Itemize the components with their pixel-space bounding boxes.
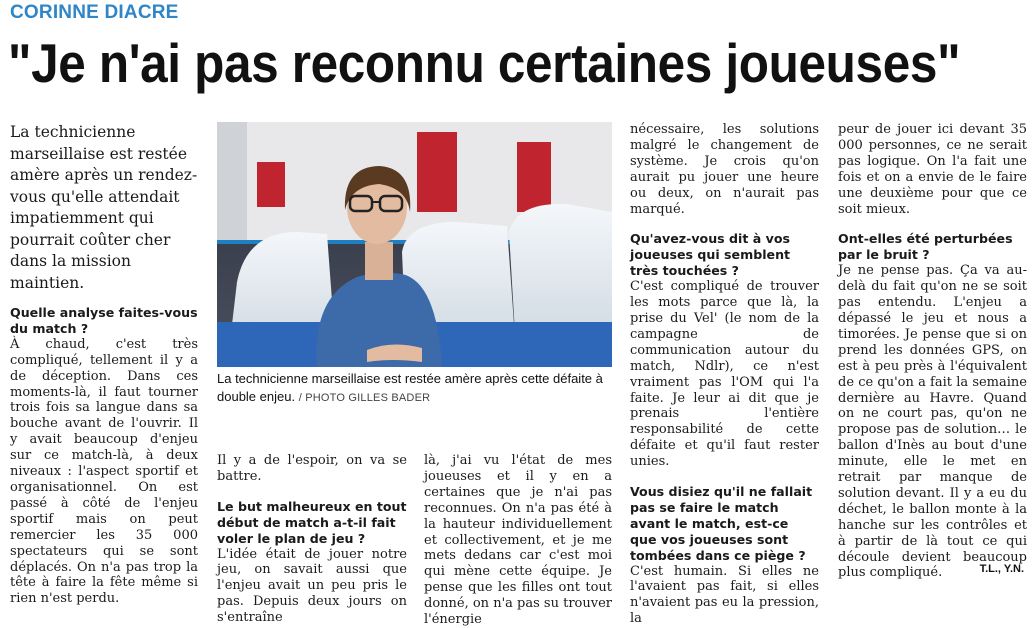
- kicker: CORINNE DIACRE: [10, 2, 179, 23]
- author-signature: T.L., Y.N.: [979, 563, 1024, 575]
- interview-answer: À chaud, c'est très compliqué, tellement il y a de déception. Dans ces moments-là, il faut tourner trois fois sa langue dans sa bouche avant de l'ouvrir. Il y avait beaucoup d'enjeu sur ce match-là, à deux niveaux : l'aspect sportif et organisationnel. On est passé à côté de l'enjeu sportif mais on peut remercier les 35 000 spectateurs qui se sont déplacés. On n'a pas trop la tête à faire la fête même si rien n'est perdu.: [10, 336, 198, 607]
- text-column-4: [630, 122, 819, 627]
- interview-answer: C'est humain. Si elles ne l'avaient pas fait, si elles n'avaient pas eu la pression, la: [630, 563, 819, 627]
- interview-answer: C'est compliqué de trouver les mots parce que là, la prise du Vel' (le nom de la campagne de communication autour du match, Ndlr), ce n'est vraiment pas l'OM qui l'a faite. Je leur ai dit que je prenais l'entière responsabilité de cette défaite et qu'il faut rester unies.: [630, 279, 819, 470]
- interview-answer: peur de jouer ici devant 35 000 personnes, ce ne serait pas logique. On l'a fait une fois et on a envie de le faire une deuxième pour que ce soit mieux.: [838, 122, 1027, 217]
- caption-text: La technicienne marseillaise est restée amère après cette défaite à double enjeu.: [217, 371, 603, 404]
- interview-answer: Il y a de l'espoir, on va se battre.: [217, 453, 407, 484]
- interview-question: Le but malheureux en tout début de match a-t-il fait voler le plan de jeu ?: [217, 498, 407, 546]
- interview-question: Quelle analyse faites-vous du match ?: [10, 305, 198, 336]
- text-column-2: [217, 453, 407, 626]
- interview-answer: L'idée était de jouer notre jeu, on savait aussi que l'enjeu avait un peu pris le pas. Depuis deux jours on s'entraîne: [217, 546, 407, 626]
- interview-question: Ont-elles été perturbées par le bruit ?: [838, 231, 1013, 263]
- text-column-1: [10, 305, 198, 607]
- interview-question: Qu'avez-vous dit à vos joueuses qui semblent très touchées ?: [630, 231, 791, 279]
- photo-coach-in-stadium-seats: [217, 122, 612, 367]
- text-column-3: [424, 453, 612, 628]
- interview-answer: Je ne pense pas. Ça va au-delà du fait qu'on ne se soit pas entendu. L'enjeu a dépassé le jeu et nous a timorées. Je pense que si on prend les données GPS, on est à peu près à l'équivalent de ce qu'on a fait la semaine dernière au Havre. Quand on ne court pas, qu'on ne propose pas de solution… le ballon d'Inès au bout d'une minute, elle le met en retrait par manque de solution devant. Il y a eu du déchet, le ballon monte à la hanche sur les contrôles et à partir de là tout ce qui découle devient beaucoup plus compliqué.: [838, 263, 1027, 581]
- interview-answer: là, j'ai vu l'état de mes joueuses et il y en a certaines que je n'ai pas reconnues. On n'a pas été à la hauteur individuellement et collectivement, et je me mets dedans car c'est moi qui mène cette équipe. Je pense que les filles ont tout donné, on n'a pas su trouver l'énergie: [424, 453, 612, 628]
- headline: "Je n'ai pas reconnu certaines joueuses": [8, 32, 961, 94]
- photo-caption: [217, 370, 612, 407]
- interview-question: Vous disiez qu'il ne fallait pas se faire le match avant le match, est-ce que vos joueuses sont tombées dans ce piège ?: [630, 484, 813, 563]
- interview-answer: nécessaire, les solutions malgré le changement de système. Je crois qu'on aurait pu jouer une heure ou deux, on n'aurait pas marqué.: [630, 122, 819, 217]
- text-column-5: [838, 122, 1027, 581]
- photo-credit: / PHOTO GILLES BADER: [298, 391, 431, 404]
- lede: La technicienne marseillaise est restée amère après un rendez-vous qu'elle attendait impatiemment qui pourrait coûter cher dans la mission maintien.: [10, 123, 198, 292]
